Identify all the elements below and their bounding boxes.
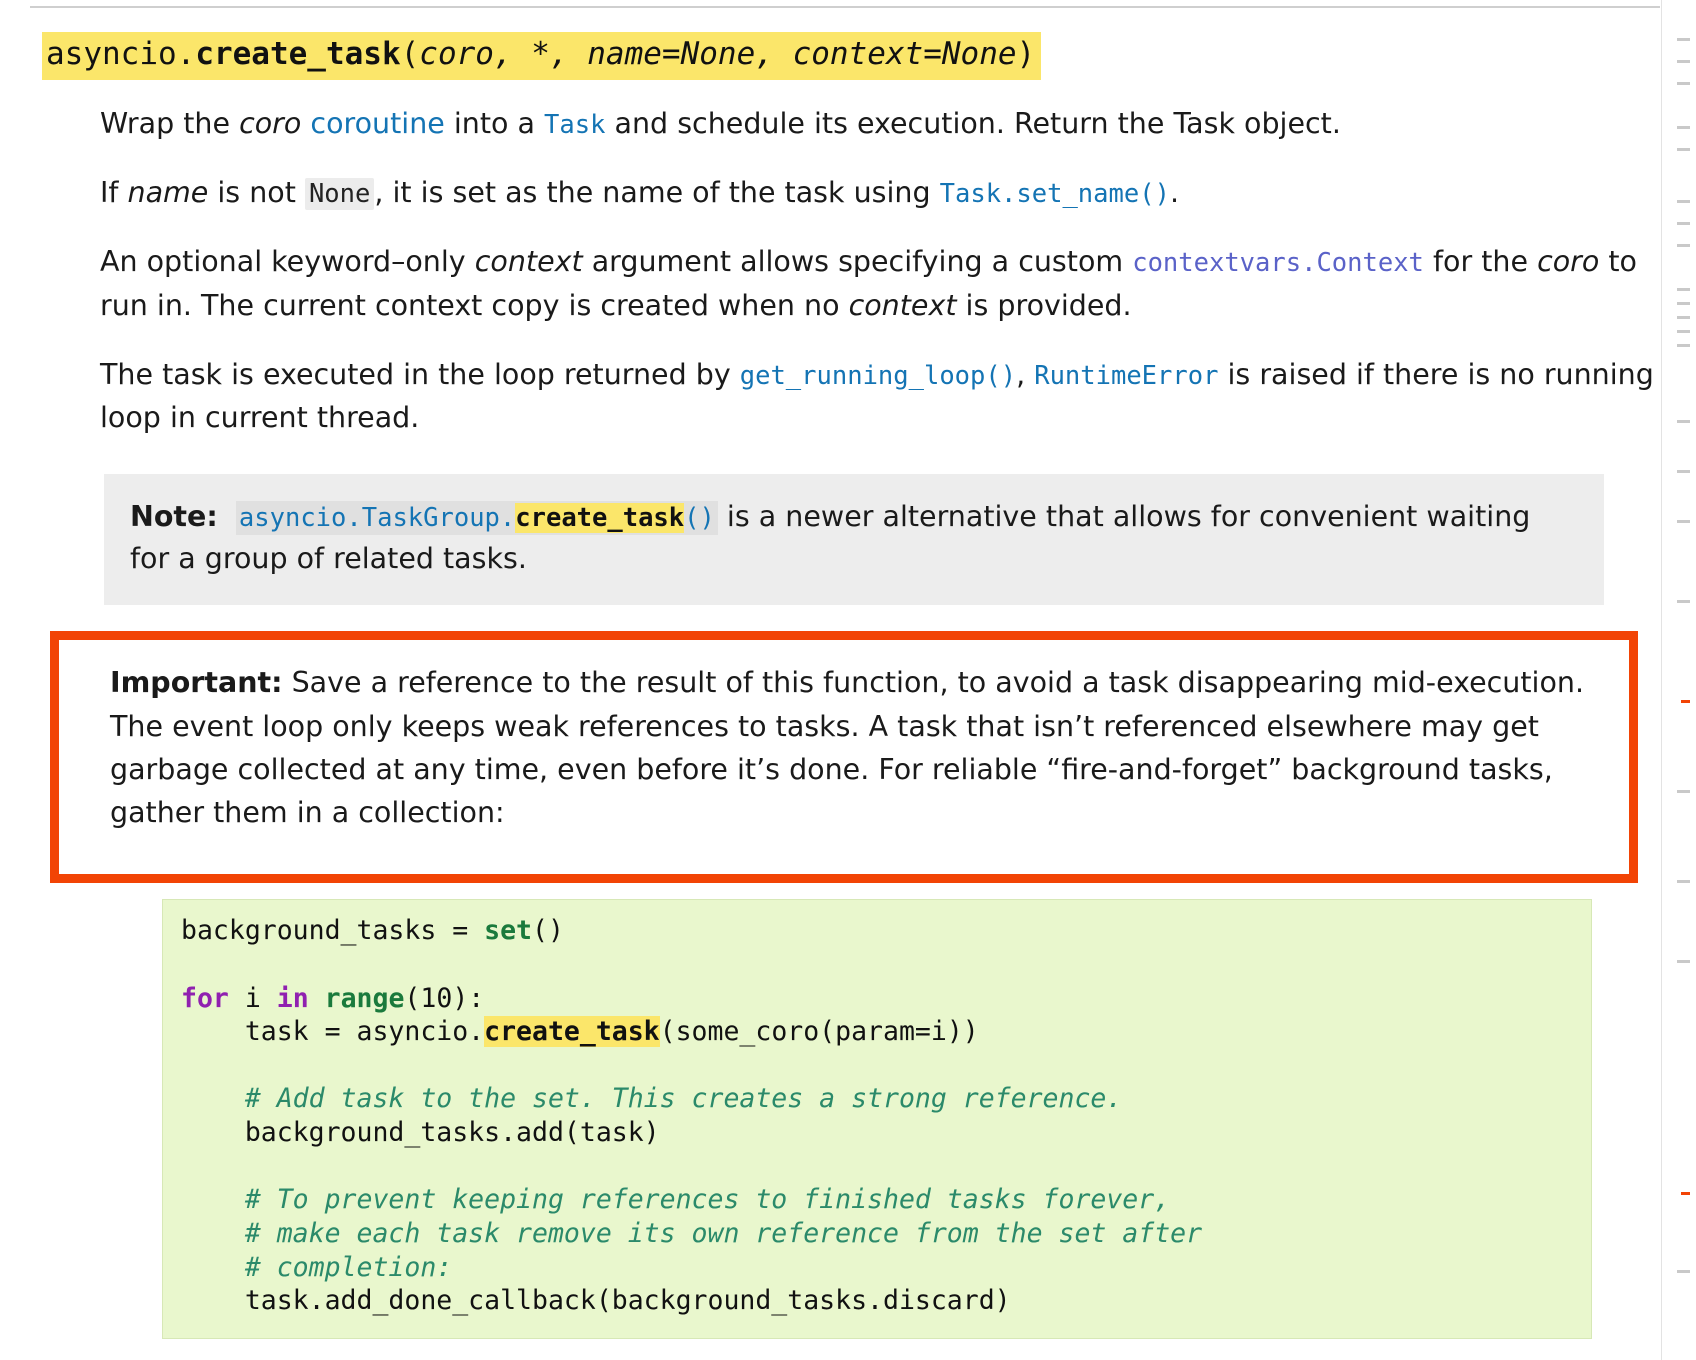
note-label: Note: [130, 499, 218, 533]
minimap-tick [1677, 1270, 1690, 1273]
code-contextvars-context[interactable]: contextvars.Context [1132, 248, 1424, 279]
paragraph-running-loop: The task is executed in the loop returned by get_running_loop(), RuntimeError is raised if there is no running loop in current thread. [100, 358, 1654, 435]
minimap-tick [1677, 420, 1690, 423]
minimap-tick [1677, 344, 1690, 347]
code-task-set-name[interactable]: Task.set_name() [939, 179, 1170, 210]
link-coroutine[interactable]: coroutine [310, 106, 445, 140]
code-line [181, 1151, 197, 1182]
minimap-tick [1677, 60, 1690, 63]
code-keyword-for: for [181, 982, 229, 1014]
signature-function-name: create_task [195, 36, 401, 72]
minimap-tick [1677, 600, 1690, 603]
top-divider [30, 6, 1660, 8]
minimap-tick [1677, 288, 1690, 291]
code-line: for i in range(10): [181, 982, 485, 1014]
minimap-tick-highlight [1681, 700, 1690, 703]
code-line: background_tasks = set() [181, 915, 564, 947]
minimap-tick [1677, 330, 1690, 333]
signature-close-paren: ) [1016, 36, 1036, 72]
note-text: is a newer alternative that allows for convenient waiting for a group of related tasks. [130, 499, 1531, 576]
document-content [42, 32, 1654, 1339]
code-taskgroup-create-task[interactable] [236, 501, 718, 535]
minimap-tick [1677, 520, 1690, 523]
important-admonition-wrapper [50, 631, 1638, 883]
minimap-tick [1677, 302, 1690, 305]
paragraph-wrap-coro: Wrap the coro coroutine into a Task and schedule its execution. Return the Task object. [100, 106, 1341, 140]
em-coro-2: coro [1537, 245, 1600, 279]
note-admonition [104, 474, 1604, 606]
code-comment-prevent-2: # make each task remove its own reference from the set after [181, 1217, 1203, 1249]
code-line: background_tasks.add(task) [181, 1117, 660, 1149]
minimap-tick [1677, 244, 1690, 247]
minimap-tick [1677, 316, 1690, 319]
code-taskgroup-suffix: () [684, 502, 715, 533]
code-line: task.add_done_callback(background_tasks.discard) [181, 1285, 1011, 1317]
code-task[interactable]: Task [544, 109, 606, 140]
code-comment-add-task: # Add task to the set. This creates a strong reference. [181, 1083, 1123, 1115]
code-highlight-create-task: create_task [484, 1016, 660, 1048]
em-context: context [474, 245, 583, 279]
code-comment-prevent-3: # completion: [181, 1251, 453, 1283]
signature-params: coro, *, name=None, context=None [419, 36, 1017, 72]
minimap-tick [1677, 880, 1690, 883]
code-comment-prevent-1: # To prevent keeping references to finished tasks forever, [181, 1184, 1171, 1216]
code-line [181, 1050, 197, 1081]
code-builtin-range: range [324, 982, 405, 1014]
code-number-10: 10 [420, 982, 453, 1014]
code-line: task = asyncio.create_task(some_coro(param=i)) [181, 1016, 979, 1048]
paragraph-name-argument: If name is not None , it is set as the name of the task using Task.set_name(). [100, 176, 1179, 210]
minimap-tick [1677, 148, 1690, 151]
code-none: None [305, 178, 374, 210]
em-name: name [127, 176, 209, 210]
code-taskgroup-highlight: create_task [515, 502, 685, 533]
code-taskgroup-prefix: asyncio.TaskGroup. [238, 502, 516, 533]
code-line [181, 949, 197, 980]
important-text: Save a reference to the result of this function, to avoid a task disappearing mid-execution. The event loop only keeps weak references to tasks. A task that isn’t referenced elsewhere may get garbage collected at any time, even before it’s done. For reliable “fire-and-forget” background tasks, gather them in a collection: [110, 666, 1585, 830]
code-keyword-in: in [276, 982, 309, 1014]
minimap-tick [1677, 790, 1690, 793]
minimap-tick [1677, 126, 1690, 129]
important-admonition [50, 631, 1638, 883]
minimap-tick [1677, 38, 1690, 41]
minimap-tick [1677, 200, 1690, 203]
code-get-running-loop[interactable]: get_running_loop() [739, 361, 1017, 392]
minimap-tick [1677, 222, 1690, 225]
minimap-tick [1677, 960, 1690, 963]
signature-module: asyncio. [46, 36, 196, 72]
minimap-tick [1677, 470, 1690, 473]
scrollbar-minimap[interactable] [1661, 0, 1696, 1360]
signature-open-paren: ( [400, 36, 420, 72]
code-block-background-tasks[interactable] [162, 899, 1592, 1339]
minimap-tick-highlight [1681, 1192, 1690, 1195]
important-label: Important: [110, 666, 283, 700]
code-runtimeerror[interactable]: RuntimeError [1034, 361, 1219, 392]
code-builtin-set: set [484, 915, 533, 947]
minimap-tick [1677, 82, 1690, 85]
em-coro: coro [239, 106, 302, 140]
paragraph-context-argument: An optional keyword–only context argument allows specifying a custom contextvars.Context for the coro to run in. The current context copy is created when no context is provided. [100, 245, 1637, 322]
function-signature [42, 32, 1041, 80]
em-context-2: context [848, 288, 957, 322]
